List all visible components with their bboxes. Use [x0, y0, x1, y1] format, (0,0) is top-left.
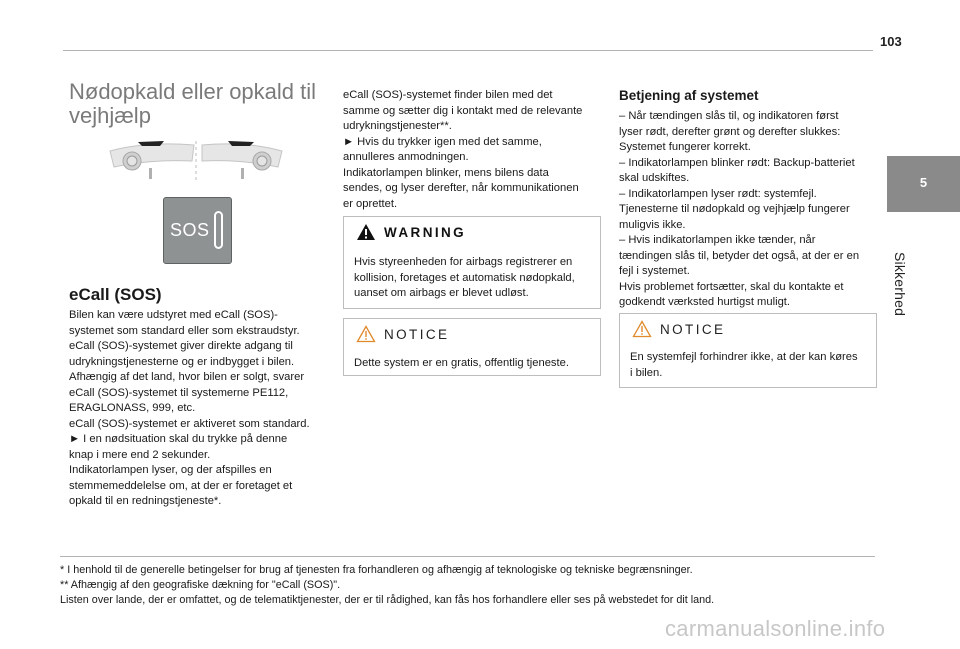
ecall-heading: eCall (SOS): [69, 285, 162, 304]
section-heading: Betjening af systemet: [619, 88, 759, 103]
text-line: ► I en nødsituation skal du trykke på denne: [69, 433, 288, 445]
text-line: stemmemeddelelse om, at der er foretaget et: [69, 479, 293, 492]
notice-box-right: [619, 313, 877, 388]
notice-label: NOTICE: [660, 321, 726, 337]
notice-triangle-icon: [356, 325, 376, 343]
text-line: Indikatorlampen blinker, mens bilens data: [343, 166, 549, 179]
notice-box-middle: [343, 318, 601, 376]
title-line-2: vejhjælp: [69, 103, 151, 128]
text-line: ERAGLONASS, 999, etc.: [69, 402, 196, 414]
ceiling-console-illustration: [106, 137, 286, 187]
warning-triangle-icon: [356, 223, 376, 241]
warning-label: WARNING: [384, 224, 467, 240]
text-line: knap i mere end 2 sekunder.: [69, 448, 211, 461]
right-body: [619, 109, 877, 311]
chapter-number: 5: [919, 175, 928, 190]
footnote: Listen over lande, der er omfattet, og de telematiktjenester, der er til rådighed, kan fås hos forhandlere eller ses på webstedet for dit land.: [60, 594, 715, 606]
sos-indicator-slot: [214, 211, 223, 249]
notice-label: NOTICE: [384, 326, 450, 342]
chapter-tab[interactable]: [887, 156, 960, 212]
text-line: – Indikatorlampen blinker rødt: Backup-batteriet: [619, 156, 855, 169]
chapter-label: Sikkerhed: [892, 252, 908, 317]
notice-body: [354, 356, 592, 372]
text-line: Dette system er en gratis, offentlig tjeneste.: [354, 357, 569, 369]
text-line: eCall (SOS)-systemet finder bilen med det: [343, 89, 553, 101]
text-line: Afhængig af det land, hvor bilen er solgt, svarer: [69, 371, 305, 383]
text-line: udrykningstjenester**.: [343, 120, 452, 132]
text-line: ► Hvis du trykker igen med det samme,: [343, 135, 542, 148]
text-line: opkald til en redningstjeneste*.: [69, 495, 222, 507]
text-line: udrykningstjenesterne og er indbygget i bilen.: [69, 355, 295, 368]
text-line: sendes, og lyser derefter, når kommunikationen: [343, 182, 579, 194]
footnote-rule: [60, 556, 875, 557]
text-line: Hvis styreenheden for airbags registrerer en: [354, 256, 573, 268]
text-line: eCall (SOS)-systemet er aktiveret som standard.: [69, 417, 310, 430]
text-line: annulleres anmodningen.: [343, 151, 469, 163]
notice-title: [356, 325, 449, 343]
text-line: kollision, foretages et automatisk nødopkald,: [354, 271, 575, 284]
header-rule: [63, 50, 873, 51]
ecall-body: [69, 308, 331, 510]
text-line: lyser rødt, derefter grønt og derefter slukkes:: [619, 125, 841, 138]
text-line: samme og sætter dig i kontakt med de relevante: [343, 104, 583, 117]
watermark: carmanualsonline.info: [665, 616, 886, 641]
text-line: Indikatorlampen lyser, og der afspilles en: [69, 464, 272, 476]
warning-body: [354, 255, 592, 302]
text-line: uanset om airbags er blevet udløst.: [354, 287, 529, 299]
text-line: En systemfejl forhindrer ikke, at der kan køres: [630, 351, 858, 363]
notice-title: [632, 320, 725, 338]
text-line: eCall (SOS)-systemet giver direkte adgang til: [69, 340, 293, 352]
page-title: [69, 80, 329, 128]
notice-triangle-icon: [632, 320, 652, 338]
warning-box: [343, 216, 601, 309]
text-line: Hvis problemet fortsætter, skal du kontakte et: [619, 280, 844, 293]
sos-button-illustration: [163, 197, 232, 264]
text-line: systemet som standard eller som ekstraudstyr.: [69, 324, 300, 337]
footnote: ** Afhængig af den geografiske dækning for "eCall (SOS)".: [60, 579, 341, 591]
text-line: – Når tændingen slås til, og indikatoren først: [619, 110, 839, 122]
warning-title: [356, 223, 466, 241]
text-line: godkendt værksted hurtigst muligt.: [619, 296, 791, 308]
footnote: * I henhold til de generelle betingelser for brug af tjenesten fra forhandleren og afhængig af teknologiske og tekniske begrænsninger.: [60, 564, 693, 576]
text-line: tændingen slås til, betyder det også, at der er en: [619, 249, 860, 262]
text-line: i bilen.: [630, 366, 663, 379]
text-line: muligvis ikke.: [619, 218, 686, 231]
text-line: eCall (SOS)-systemet til systemerne PE112,: [69, 386, 289, 399]
page-number: 103: [880, 34, 902, 49]
text-line: Systemet fungerer korrekt.: [619, 141, 751, 153]
title-line-1: Nødopkald eller opkald til: [69, 79, 317, 104]
middle-body: [343, 88, 599, 212]
text-line: Tjenesterne til nødopkald og vejhjælp fungerer: [619, 203, 850, 215]
text-line: Bilen kan være udstyret med eCall (SOS)-: [69, 309, 278, 321]
text-line: fejl i systemet.: [619, 265, 690, 277]
right-column: [619, 88, 877, 311]
text-line: – Hvis indikatorlampen ikke tænder, når: [619, 234, 816, 246]
text-line: skal udskiftes.: [619, 172, 690, 184]
footnotes: [60, 563, 880, 608]
notice-body: [630, 350, 868, 381]
text-line: – Indikatorlampen lyser rødt: systemfejl.: [619, 187, 817, 200]
text-line: er oprettet.: [343, 197, 398, 210]
sos-label: SOS: [170, 220, 210, 240]
